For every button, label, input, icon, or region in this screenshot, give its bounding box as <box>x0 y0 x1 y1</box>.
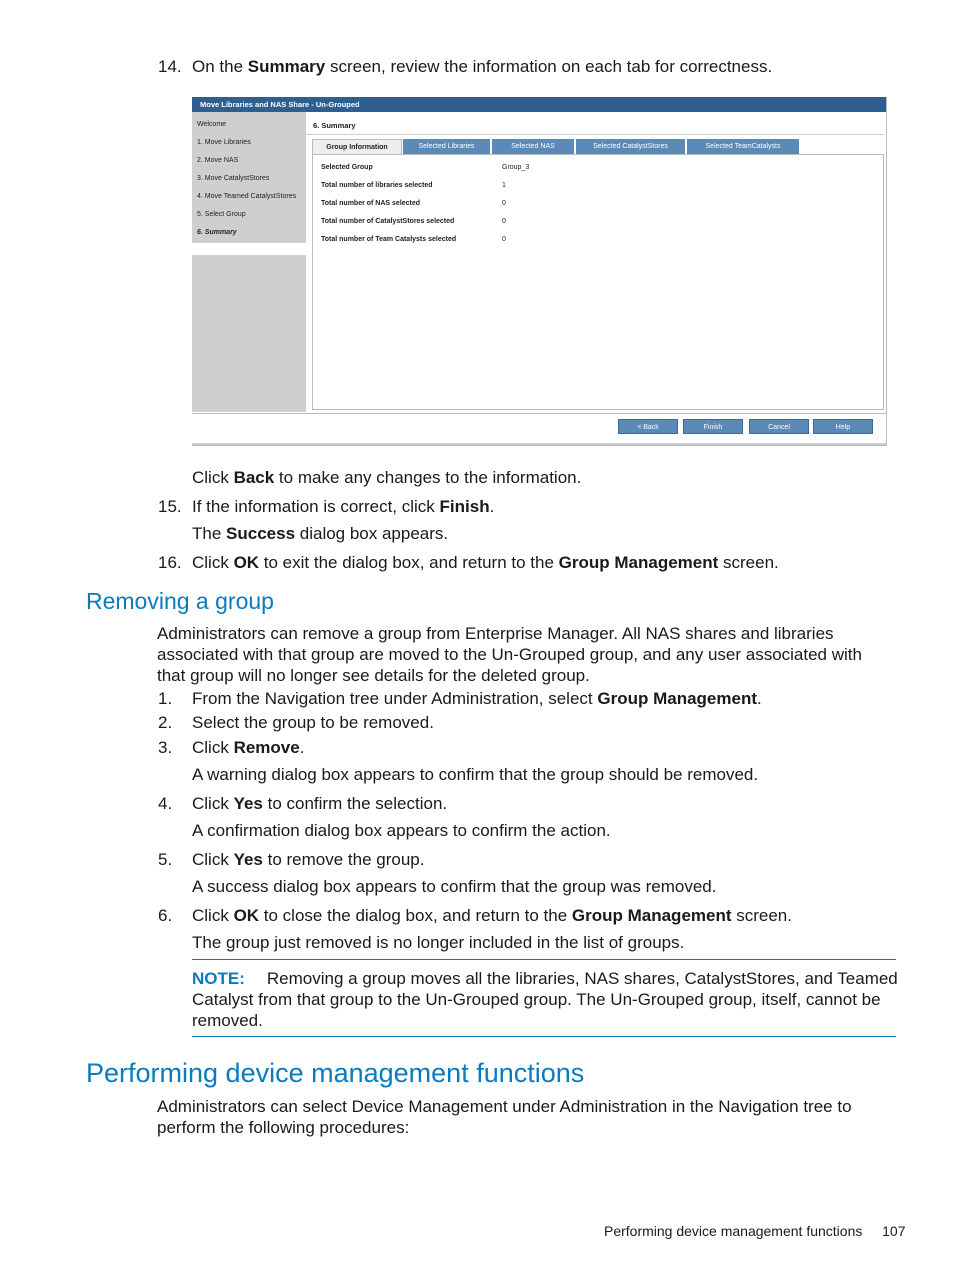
tab-group-information[interactable]: Group Information <box>312 139 402 154</box>
nav-item-select-group[interactable]: 5. Select Group <box>197 211 246 218</box>
row-value: 1 <box>502 182 506 189</box>
page-number: 107 <box>882 1223 906 1239</box>
row-label: Selected Group <box>321 164 373 171</box>
help-button[interactable]: Help <box>813 419 873 434</box>
dialog-title: Move Libraries and NAS Share - Un-Grouped <box>192 97 886 112</box>
row-value: Group_3 <box>502 164 530 171</box>
tab-panel <box>312 154 884 410</box>
back-button[interactable]: < Back <box>618 419 678 434</box>
note-label: NOTE: <box>192 969 245 988</box>
remove-step-5-result: A success dialog box appears to confirm that the group was removed. <box>192 877 717 896</box>
cancel-button[interactable]: Cancel <box>749 419 809 434</box>
nav-item-welcome[interactable]: Welcome <box>197 121 227 128</box>
remove-step-6-result: The group just removed is no longer included in the list of groups. <box>192 933 685 952</box>
row-label: Total number of CatalystStores selected <box>321 218 455 225</box>
tab-selected-teamcatalysts[interactable]: Selected TeamCatalysts <box>687 139 800 154</box>
nav-item-move-libraries[interactable]: 1. Move Libraries <box>197 139 251 146</box>
note-bottom-rule <box>192 1036 896 1037</box>
page-footer <box>604 1223 906 1239</box>
tab-selected-libraries[interactable]: Selected Libraries <box>403 139 491 154</box>
remove-step-4-result: A confirmation dialog box appears to confirm the action. <box>192 821 611 840</box>
divider <box>192 443 886 445</box>
nav-item-move-nas[interactable]: 2. Move NAS <box>197 157 239 164</box>
row-label: Total number of NAS selected <box>321 200 421 207</box>
footer-title: Performing device management functions <box>604 1223 863 1239</box>
click-back-text: Click Back to make any changes to the information. <box>192 468 582 487</box>
row-value: 0 <box>502 200 506 207</box>
step-text: If the information is correct, click Finish. <box>192 497 495 516</box>
divider <box>192 413 886 414</box>
step-text: On the Summary screen, review the information on each tab for correctness. <box>192 57 773 76</box>
step-title: 6. Summary <box>313 121 356 130</box>
row-value: 0 <box>502 218 506 225</box>
removing-intro: Administrators can remove a group from Enterprise Manager. All NAS shares and libraries associated with that group are moved to the Un-Grouped group, and any user associated with that group will no longer see details for the deleted group. <box>157 624 862 685</box>
wizard-nav <box>192 112 306 412</box>
row-value: 0 <box>502 236 506 243</box>
finish-button[interactable]: Finish <box>683 419 743 434</box>
nav-item-move-teamed-catalyststores[interactable]: 4. Move Teamed CatalystStores <box>197 193 297 200</box>
nav-item-summary[interactable]: 6. Summary <box>197 229 237 236</box>
nav-selected-highlight <box>192 243 306 255</box>
step-number: 16. <box>158 553 182 572</box>
note-box: NOTE: Removing a group moves all the libraries, NAS shares, CatalystStores, and Teamed Catalyst from that group to the Un-Grouped group. The Un-Grouped group, itself, cannot be removed. <box>192 969 898 1030</box>
remove-step-3-result: A warning dialog box appears to confirm that the group should be removed. <box>192 765 759 784</box>
section-heading-removing-group: Removing a group <box>86 588 274 614</box>
success-text: The Success dialog box appears. <box>192 524 449 543</box>
divider <box>306 134 884 135</box>
device-intro: Administrators can select Device Management under Administration in the Navigation tree to perform the following procedures: <box>157 1097 852 1137</box>
row-label: Total number of Team Catalysts selected <box>321 236 457 243</box>
summary-dialog-screenshot <box>192 97 887 446</box>
step-number: 14. <box>158 57 182 76</box>
step-number: 15. <box>158 497 182 516</box>
tab-selected-catalyststores[interactable]: Selected CatalystStores <box>576 139 686 154</box>
step-text: Click OK to exit the dialog box, and return to the Group Management screen. <box>192 553 779 572</box>
tab-selected-nas[interactable]: Selected NAS <box>492 139 575 154</box>
row-label: Total number of libraries selected <box>321 182 433 189</box>
nav-item-move-catalyststores[interactable]: 3. Move CatalystStores <box>197 175 270 182</box>
note-top-rule <box>192 959 896 960</box>
section-heading-device-management: Performing device management functions <box>86 1058 585 1088</box>
